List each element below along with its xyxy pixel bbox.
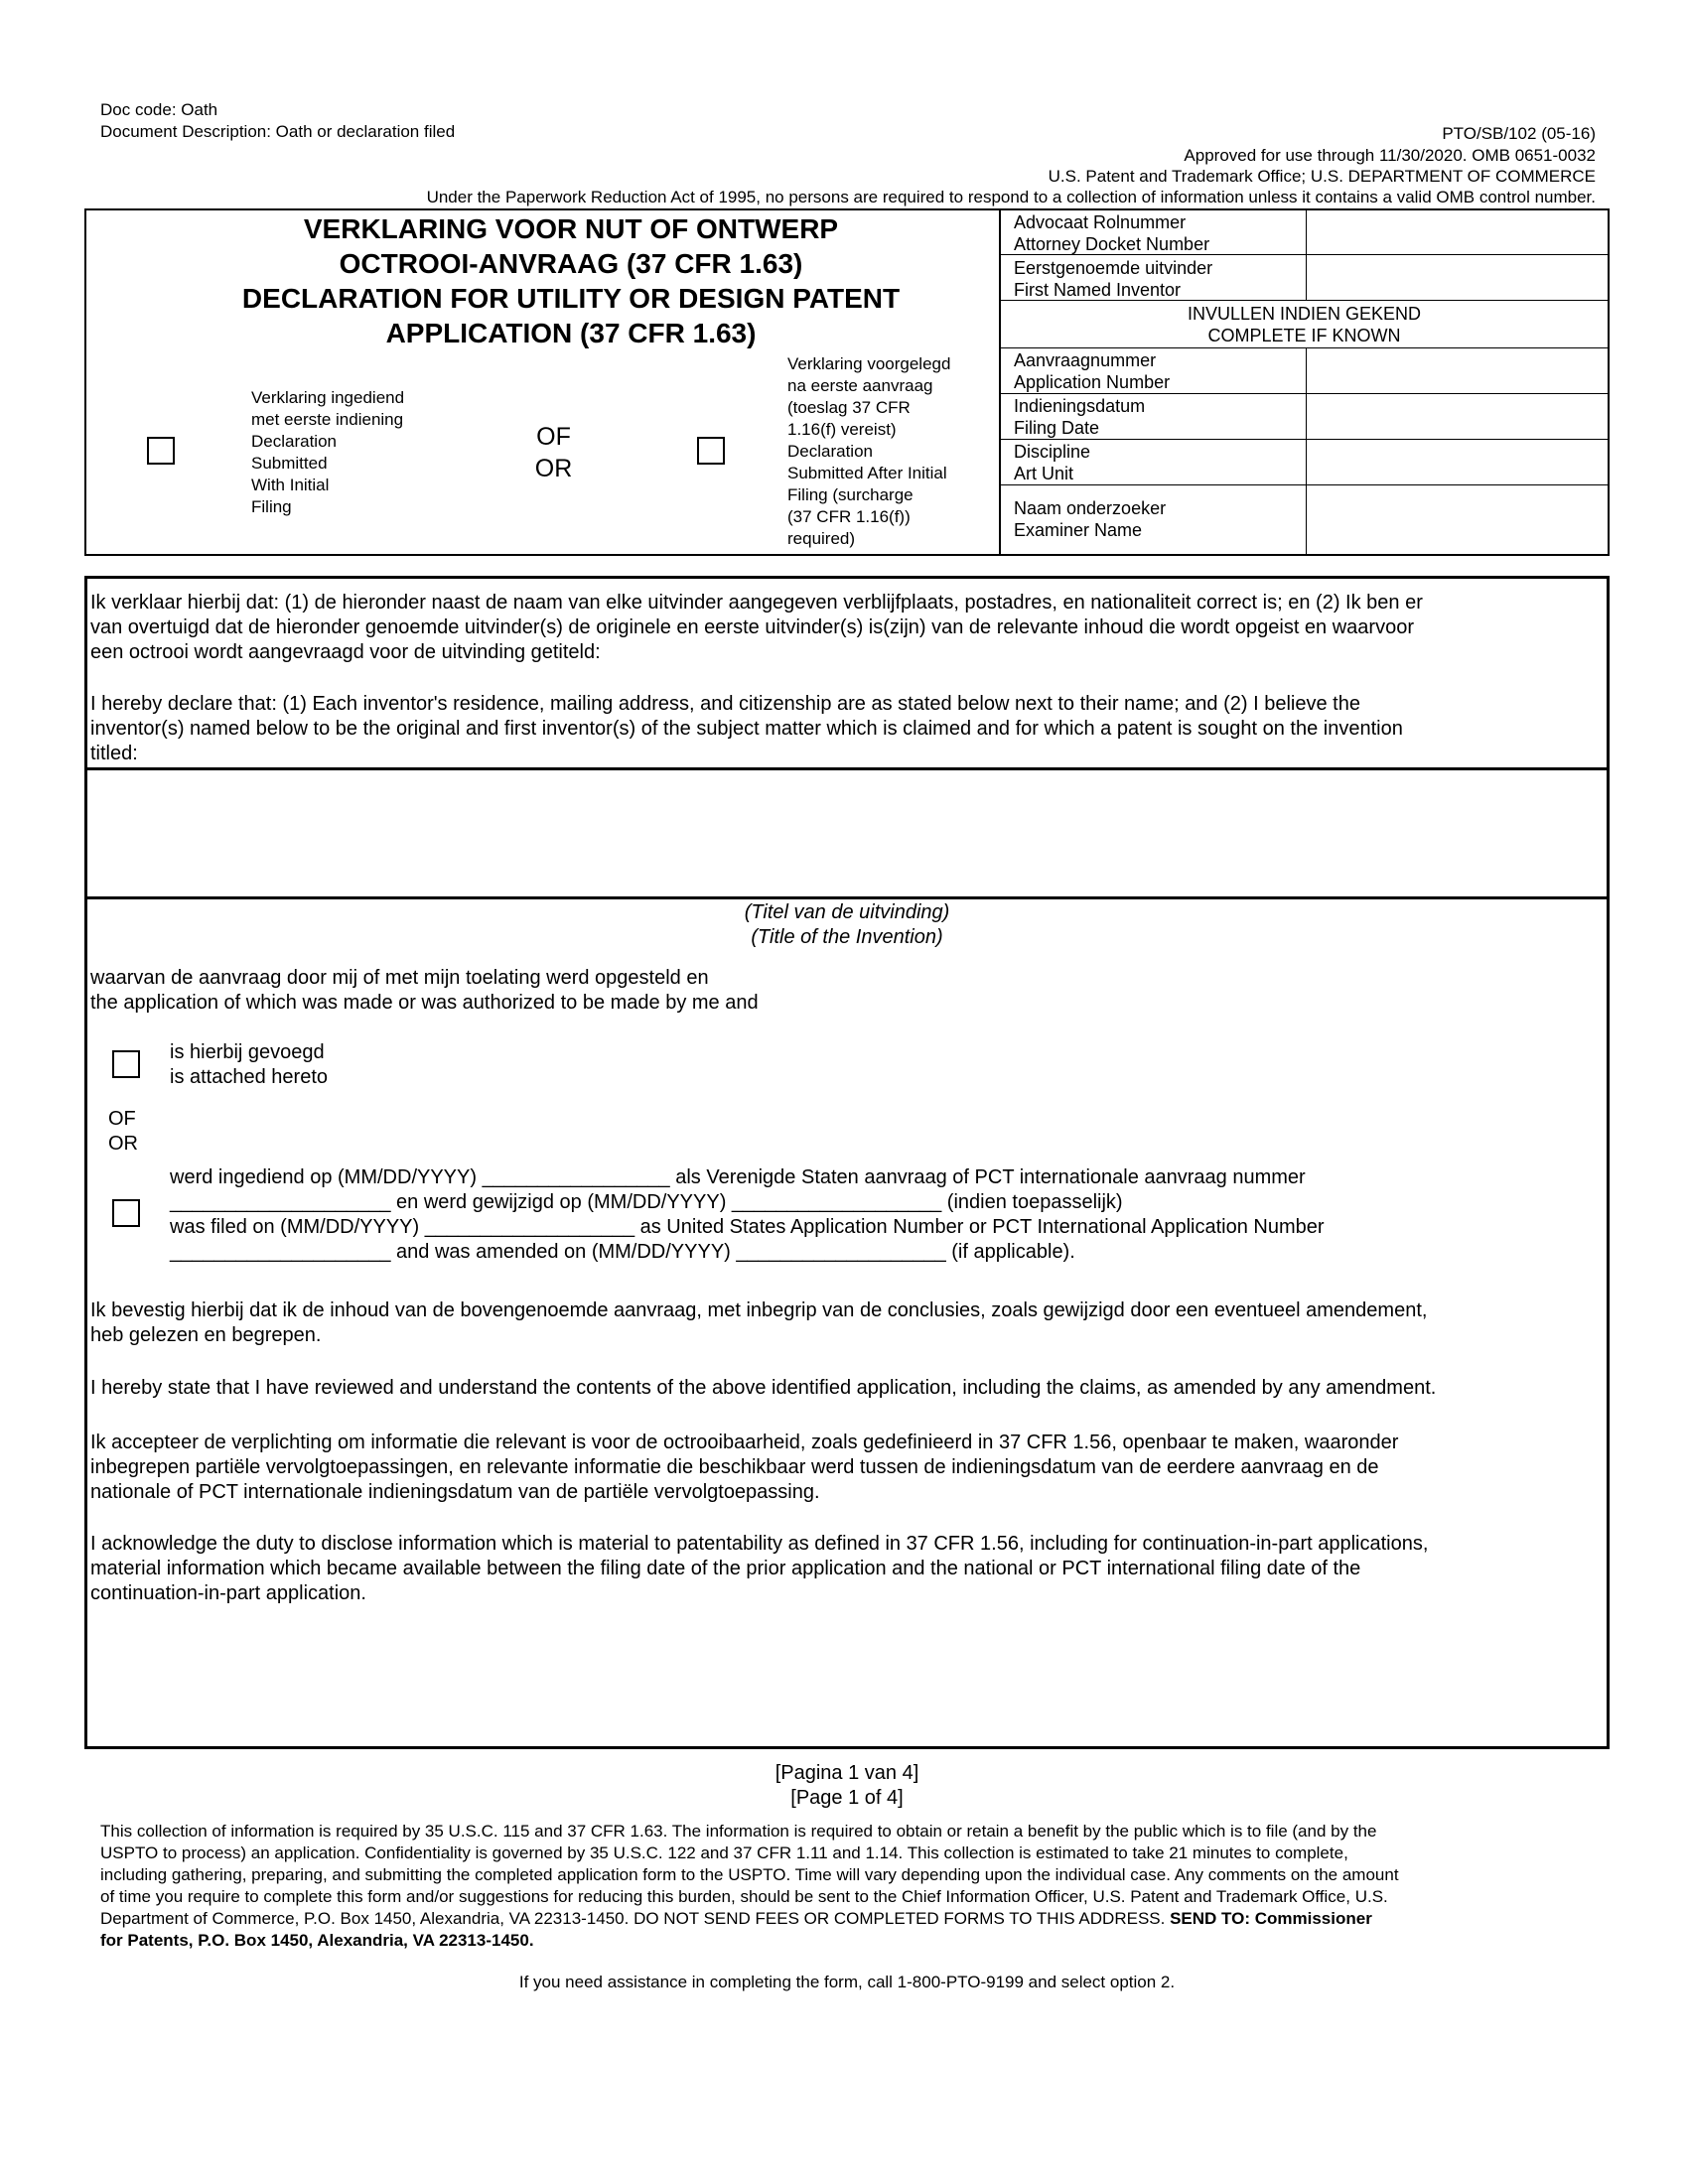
docket-label [1000, 209, 1306, 257]
docket-value-cell[interactable] [1306, 208, 1610, 255]
option1-line: Verklaring ingediend [251, 388, 405, 407]
declaration-nl-line: van overtuigd dat de hieronder genoemde uitvinder(s) de originele en eerste uitvinder(s) is(zijn) van de relevante inhoud die wordt opgeist en waarvoor [90, 616, 1414, 638]
appnum-label [1000, 348, 1306, 394]
filing-en: Filing Date [1014, 418, 1100, 438]
complete-en: COMPLETE IF KNOWN [1207, 326, 1401, 345]
assistance-text: If you need assistance in completing the form, call 1-800-PTO-9199 and select option 2. [518, 1973, 1176, 1991]
option1-line: met eerste indiening [251, 410, 404, 429]
was-filed-text [170, 1165, 1600, 1265]
art-unit-label-cell [999, 439, 1307, 485]
title-line-4: APPLICATION (37 CFR 1.63) [385, 318, 757, 348]
approval-text: Approved for use through 11/30/2020. OMB 0651-0032 [1184, 146, 1596, 165]
option2-line: required) [787, 529, 856, 548]
examiner-label-cell [999, 484, 1307, 556]
attached-hereto-label [170, 1040, 328, 1090]
examiner-en: Examiner Name [1014, 520, 1143, 540]
filed-line: ____________________ en werd gewijzigd op (MM/DD/YYYY) ___________________ (indien toepasselijk) [170, 1191, 1123, 1213]
declaration-en-line: titled: [90, 743, 138, 764]
art-en: Art Unit [1014, 464, 1074, 483]
or-nl: OF [536, 423, 571, 451]
art-nl: Discipline [1014, 442, 1091, 462]
or-separator-middle [108, 1107, 138, 1157]
or-middle-nl: OF [108, 1108, 136, 1130]
review-statement-en: I hereby state that I have reviewed and understand the contents of the above identified application, including the claims, as amended by any amendment. [90, 1377, 1437, 1399]
complete-nl: INVULLEN INDIEN GEKEND [1187, 304, 1422, 324]
option2-line: Filing (surcharge [787, 485, 914, 504]
footer-line: USPTO to process) an application. Confidentiality is governed by 35 U.S.C. 122 and 37 CFR 1.11 and 1.14. This collection is estimated to take 21 minutes to complete, [100, 1843, 1348, 1862]
option2-line: Declaration [787, 442, 873, 461]
examiner-value-cell[interactable] [1306, 484, 1610, 556]
option2-line: 1.16(f) vereist) [787, 420, 897, 439]
option1-line: Declaration [251, 432, 337, 451]
title-caption-en: (Title of the Invention) [751, 926, 943, 948]
divider-bottom [84, 896, 1610, 899]
appnum-nl: Aanvraagnummer [1014, 350, 1157, 370]
docket-en: Attorney Docket Number [1014, 234, 1210, 254]
duty-en-line: material information which became available between the filing date of the prior application and the national or PCT international filing date of the [90, 1558, 1361, 1579]
attached-nl: is hierbij gevoegd [170, 1041, 325, 1063]
form-title [149, 211, 993, 350]
examiner-nl: Naam onderzoeker [1014, 498, 1167, 518]
filed-line: ____________________ and was amended on (MM/DD/YYYY) ___________________ (if applicable). [170, 1241, 1075, 1263]
duty-nl-line: inbegrepen partiële vervolgtoepassingen, en relevante informatie die beschikbaar werd tussen de indieningsdatum van de eerdere aanvraag en de [90, 1456, 1379, 1478]
declaration-nl-line: een octrooi wordt aangevraagd voor de uitvinding getiteld: [90, 641, 601, 663]
appnum-value-cell[interactable] [1306, 347, 1610, 394]
title-caption [84, 900, 1610, 950]
info-table [999, 208, 1610, 556]
divider-top [84, 767, 1610, 770]
appnum-label-cell [999, 347, 1307, 394]
option1-line: With Initial [251, 476, 330, 494]
filing-nl: Indieningsdatum [1014, 396, 1146, 416]
send-to-address: for Patents, P.O. Box 1450, Alexandria, VA 22313-1450. [100, 1931, 534, 1950]
application-intro [90, 966, 1600, 1016]
agency-text: U.S. Patent and Trademark Office; U.S. DEPARTMENT OF COMMERCE [1048, 167, 1596, 186]
art-unit-value-cell[interactable] [1306, 439, 1610, 485]
invention-title-field[interactable] [90, 774, 1604, 893]
inventor-label-cell [999, 254, 1307, 301]
page-number-nl: [Pagina 1 van 4] [774, 1762, 919, 1784]
or-separator-top [516, 421, 591, 484]
review-nl-line: heb gelezen en begrepen. [90, 1324, 322, 1346]
application-intro-nl: waarvan de aanvraag door mij of met mijn toelating werd opgesteld en [90, 967, 709, 989]
send-to-text: SEND TO: Commissioner [1170, 1909, 1372, 1928]
filed-line: werd ingediend op (MM/DD/YYYY) _________________ als Verenigde Staten aanvraag of PCT internationale aanvraag nummer [170, 1166, 1306, 1188]
footer-line-text: Department of Commerce, P.O. Box 1450, Alexandria, VA 22313-1450. DO NOT SEND FEES OR COMPLETED FORMS TO THIS ADDRESS. [100, 1909, 1166, 1928]
review-statement-nl [90, 1298, 1600, 1348]
docket-label-cell [999, 208, 1307, 255]
option-with-initial-label [251, 387, 450, 518]
submitted-with-initial-checkbox[interactable] [147, 437, 175, 465]
footer-line: including gathering, preparing, and submitting the completed application form to the USPTO. Time will vary depending upon the individual case. Any comments on the amount [100, 1865, 1399, 1884]
was-filed-checkbox[interactable] [112, 1199, 140, 1227]
option2-line: Verklaring voorgelegd [787, 354, 951, 373]
filing-date-value-cell[interactable] [1306, 393, 1610, 440]
declaration-nl-line: Ik verklaar hierbij dat: (1) de hieronder naast de naam van elke uitvinder aangegeven verblijfplaats, postadres, en nationaliteit correct is; en (2) Ik ben er [90, 592, 1423, 614]
page-number [84, 1761, 1610, 1811]
title-line-1: VERKLARING VOOR NUT OF ONTWERP [303, 213, 839, 244]
appnum-en: Application Number [1014, 372, 1171, 392]
or-en: OR [534, 455, 573, 482]
art-unit-label [1000, 440, 1306, 485]
duty-nl-line: Ik accepteer de verplichting om informatie die relevant is voor de octrooibaarheid, zoals gedefinieerd in 37 CFR 1.56, openbaar te maken, waaronder [90, 1432, 1399, 1453]
docket-nl: Advocaat Rolnummer [1014, 212, 1187, 232]
duty-statement-en [90, 1532, 1600, 1606]
paperwork-notice: Under the Paperwork Reduction Act of 1995, no persons are required to respond to a collection of information unless it contains a valid OMB control number. [426, 188, 1596, 206]
option2-line: (toeslag 37 CFR [787, 398, 911, 417]
duty-en-line: continuation-in-part application. [90, 1582, 366, 1604]
inventor-en: First Named Inventor [1014, 280, 1182, 300]
option2-line: Submitted After Initial [787, 464, 947, 482]
doc-description: Document Description: Oath or declaration filed [100, 122, 456, 141]
doc-code: Doc code: Oath [100, 100, 218, 119]
title-caption-nl: (Titel van de uitvinding) [744, 901, 950, 923]
attached-hereto-checkbox[interactable] [112, 1050, 140, 1078]
attached-en: is attached hereto [170, 1066, 328, 1088]
footer-line: This collection of information is required by 35 U.S.C. 115 and 37 CFR 1.63. The information is required to obtain or retain a benefit by the public which is to file (and by the [100, 1822, 1377, 1841]
title-line-2: OCTROOI-ANVRAAG (37 CFR 1.63) [339, 248, 803, 279]
filing-date-label [1000, 394, 1306, 440]
inventor-nl: Eerstgenoemde uitvinder [1014, 258, 1213, 278]
option1-line: Filing [251, 497, 292, 516]
or-middle-en: OR [108, 1133, 138, 1155]
review-nl-line: Ik bevestig hierbij dat ik de inhoud van de bovengenoemde aanvraag, met inbegrip van de conclusies, zoals gewijzigd door een eventueel amendement, [90, 1299, 1428, 1321]
submitted-after-initial-checkbox[interactable] [697, 437, 725, 465]
filing-date-label-cell [999, 393, 1307, 440]
declaration-nl [90, 591, 1600, 665]
complete-if-known [1000, 301, 1609, 346]
inventor-value-cell[interactable] [1306, 254, 1610, 301]
examiner-label [1000, 485, 1306, 541]
application-intro-en: the application of which was made or was authorized to be made by me and [90, 992, 759, 1014]
footer-line: of time you require to complete this form and/or suggestions for reducing this burden, should be sent to the Chief Information Officer, U.S. Patent and Trademark Office, U.S. [100, 1887, 1388, 1906]
inventor-label [1000, 255, 1306, 303]
title-line-3: DECLARATION FOR UTILITY OR DESIGN PATENT [241, 283, 901, 314]
option2-line: na eerste aanvraag [787, 376, 933, 395]
footer-line [100, 1908, 1600, 1930]
filed-line: was filed on (MM/DD/YYYY) ___________________ as United States Application Number or PCT International Application Number [170, 1216, 1325, 1238]
duty-nl-line: nationale of PCT internationale indieningsdatum van de partiële vervolgtoepassing. [90, 1481, 820, 1503]
page-number-en: [Page 1 of 4] [790, 1787, 904, 1809]
option1-line: Submitted [251, 454, 328, 473]
declaration-en-line: I hereby declare that: (1) Each inventor's residence, mailing address, and citizenship are as stated below next to their name; and (2) I believe the [90, 693, 1360, 715]
complete-if-known-cell [999, 300, 1610, 348]
form-number: PTO/SB/102 (05-16) [1442, 124, 1596, 143]
burden-statement [100, 1821, 1600, 1952]
option-after-initial-label [787, 353, 1001, 550]
declaration-en [90, 692, 1600, 766]
option2-line: (37 CFR 1.16(f)) [787, 507, 911, 526]
declaration-en-line: inventor(s) named below to be the original and first inventor(s) of the subject matter which is claimed and for which a patent is sought on the invention [90, 718, 1403, 740]
duty-statement-nl [90, 1431, 1600, 1505]
duty-en-line: I acknowledge the duty to disclose information which is material to patentability as defined in 37 CFR 1.56, including for continuation-in-part applications, [90, 1533, 1429, 1555]
